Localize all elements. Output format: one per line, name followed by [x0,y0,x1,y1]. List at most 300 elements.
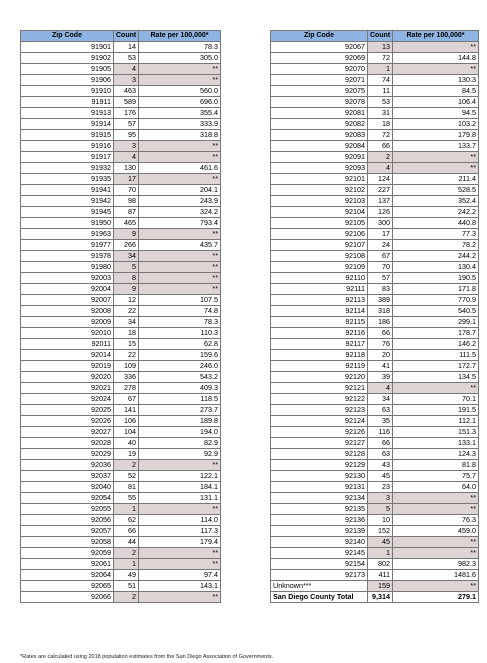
table-row [271,559,479,570]
count-cell: 72 [368,130,393,141]
table-row [21,526,221,537]
rate-cell: 189.8 [139,416,221,427]
count-cell: 41 [368,361,393,372]
zip-code-cell: 92139 [271,526,368,537]
zip-code-cell: 91911 [21,97,114,108]
count-cell: 17 [114,174,139,185]
table-row [21,482,221,493]
rate-cell: 146.2 [393,339,479,350]
table-row [271,537,479,548]
count-cell: 18 [368,119,393,130]
zip-code-cell: 91906 [21,75,114,86]
zip-code-cell: 92128 [271,449,368,460]
zip-code-cell: 91942 [21,196,114,207]
rate-cell: 117.3 [139,526,221,537]
rate-cell: ** [393,581,479,592]
count-cell: 66 [368,141,393,152]
zip-code-cell: 92131 [271,482,368,493]
table-row [271,196,479,207]
zip-code-cell: 92065 [21,581,114,592]
count-cell: 4 [114,152,139,163]
rate-cell: 112.1 [393,416,479,427]
zip-code-cell: 92003 [21,273,114,284]
table-row [271,394,479,405]
rate-cell: 982.3 [393,559,479,570]
zip-code-cell: 91915 [21,130,114,141]
zip-code-cell: 92102 [271,185,368,196]
count-cell: 63 [368,449,393,460]
rate-cell: 178.7 [393,328,479,339]
rate-cell: 528.5 [393,185,479,196]
count-cell: 74 [368,75,393,86]
count-cell: 70 [368,262,393,273]
rate-cell: 190.5 [393,273,479,284]
table-row [21,229,221,240]
count-cell: 463 [114,86,139,97]
zip-code-cell: 91901 [21,42,114,53]
count-cell: 11 [368,86,393,97]
zip-code-cell: 92078 [271,97,368,108]
table-row [271,570,479,581]
total-row [271,592,479,603]
rate-cell: 133.1 [393,438,479,449]
table-row [21,42,221,53]
rate-cell: ** [393,537,479,548]
zip-code-cell: 92127 [271,438,368,449]
zip-code-cell: 92103 [271,196,368,207]
count-cell: 14 [114,42,139,53]
count-cell: 130 [114,163,139,174]
count-cell: 20 [368,350,393,361]
rate-cell: ** [393,383,479,394]
rate-cell: 324.2 [139,207,221,218]
table-row [271,548,479,559]
count-cell: 2 [114,592,139,603]
rate-cell: 107.5 [139,295,221,306]
rate-cell: ** [393,493,479,504]
count-cell: 186 [368,317,393,328]
rate-cell: ** [139,559,221,570]
count-cell: 31 [368,108,393,119]
zip-code-cell: 92083 [271,130,368,141]
count-cell: 57 [114,119,139,130]
zip-code-cell: 91913 [21,108,114,119]
rate-cell: ** [139,460,221,471]
rate-cell: 305.0 [139,53,221,64]
count-cell: 589 [114,97,139,108]
rate-cell: ** [139,251,221,262]
table-row [271,97,479,108]
zip-code-cell: 92134 [271,493,368,504]
zip-code-cell: 92105 [271,218,368,229]
zip-code-cell: 92104 [271,207,368,218]
count-cell: 35 [368,416,393,427]
table-row [271,383,479,394]
count-cell: 87 [114,207,139,218]
count-cell: 40 [114,438,139,449]
table-row [21,317,221,328]
zip-code-cell: 92061 [21,559,114,570]
count-cell: 52 [114,471,139,482]
zip-code-cell: 91977 [21,240,114,251]
zip-code-cell: 91902 [21,53,114,64]
table-row [271,416,479,427]
zip-code-cell: 92119 [271,361,368,372]
rate-cell: 246.0 [139,361,221,372]
table-row [21,185,221,196]
count-cell: 159 [368,581,393,592]
table-row [21,174,221,185]
rate-cell: 243.9 [139,196,221,207]
zip-code-cell: 92019 [21,361,114,372]
zip-code-cell: 92116 [271,328,368,339]
zip-code-cell: 92121 [271,383,368,394]
count-cell: 63 [368,405,393,416]
zip-code-cell: 91978 [21,251,114,262]
rate-cell: 97.4 [139,570,221,581]
zip-code-cell: 92067 [271,42,368,53]
zip-code-cell: 92025 [21,405,114,416]
count-cell: 18 [114,328,139,339]
rate-cell: 64.0 [393,482,479,493]
count-cell: 106 [114,416,139,427]
zip-code-cell: 92135 [271,504,368,515]
zip-code-cell: 92026 [21,416,114,427]
rate-cell: 179.4 [139,537,221,548]
rate-cell: 171.8 [393,284,479,295]
rate-cell: 179.8 [393,130,479,141]
zip-code-cell: 92069 [271,53,368,64]
count-cell: 57 [368,273,393,284]
count-cell: 51 [114,581,139,592]
table-row [21,416,221,427]
zip-code-cell: 91980 [21,262,114,273]
zip-code-cell: 92173 [271,570,368,581]
table-row [21,460,221,471]
rate-cell: ** [139,284,221,295]
header-count: Count [114,31,139,42]
zip-code-cell: 91905 [21,64,114,75]
count-cell: 126 [368,207,393,218]
table-row [21,141,221,152]
count-cell: 3 [368,493,393,504]
table-row [21,383,221,394]
zip-code-cell: 92075 [271,86,368,97]
count-cell: 1 [114,559,139,570]
table-row [271,295,479,306]
zip-code-cell: 92070 [271,64,368,75]
rate-cell: 184.1 [139,482,221,493]
table-row [21,86,221,97]
table-row [21,372,221,383]
zip-code-cell: 91963 [21,229,114,240]
zip-code-cell: 92124 [271,416,368,427]
rate-cell: 318.8 [139,130,221,141]
zip-code-cell: 92091 [271,152,368,163]
count-cell: 5 [368,504,393,515]
zip-code-cell: 92020 [21,372,114,383]
count-cell: 44 [114,537,139,548]
table-row [271,240,479,251]
zip-code-cell: 92059 [21,548,114,559]
table-row [271,317,479,328]
zip-code-cell: 92140 [271,537,368,548]
rate-cell: ** [139,174,221,185]
zip-code-cell: 91945 [21,207,114,218]
rate-cell: ** [139,273,221,284]
count-cell: 19 [114,449,139,460]
zip-code-cell: 92056 [21,515,114,526]
zip-code-cell: 92066 [21,592,114,603]
rate-cell: 244.2 [393,251,479,262]
zip-code-cell: 92113 [271,295,368,306]
zip-code-cell: 92010 [21,328,114,339]
rate-cell: 78.3 [139,42,221,53]
table-row [271,306,479,317]
rate-cell: 435.7 [139,240,221,251]
count-cell: 300 [368,218,393,229]
rate-cell: 352.4 [393,196,479,207]
count-cell: 12 [114,295,139,306]
header-row [21,31,221,42]
count-cell: 22 [114,306,139,317]
rate-cell: ** [139,262,221,273]
count-cell: 95 [114,130,139,141]
table-row [21,53,221,64]
count-cell: 104 [114,427,139,438]
count-cell: 62 [114,515,139,526]
count-cell: 10 [368,515,393,526]
rate-cell: 159.6 [139,350,221,361]
rate-cell: 62.8 [139,339,221,350]
table-row [21,108,221,119]
rate-cell: 122.1 [139,471,221,482]
count-cell: 22 [114,350,139,361]
table-row [21,394,221,405]
rate-cell: 172.7 [393,361,479,372]
rate-cell: ** [139,504,221,515]
zip-code-cell: 92129 [271,460,368,471]
table-row [271,460,479,471]
count-cell: 9,314 [368,592,393,603]
table-row [271,471,479,482]
table-row [271,482,479,493]
zip-code-cell: 92101 [271,174,368,185]
zip-code-cell: 92028 [21,438,114,449]
rate-cell: 70.1 [393,394,479,405]
count-cell: 2 [114,548,139,559]
header-rate: Rate per 100,000* [139,31,221,42]
count-cell: 5 [114,262,139,273]
count-cell: 3 [114,141,139,152]
zip-code-cell: 92021 [21,383,114,394]
count-cell: 152 [368,526,393,537]
table-row [21,64,221,75]
table-row [21,196,221,207]
rate-cell: 151.3 [393,427,479,438]
count-cell: 53 [114,53,139,64]
rate-cell: 74.8 [139,306,221,317]
zip-code-cell: 92120 [271,372,368,383]
table-row [21,273,221,284]
table-row [271,75,479,86]
count-cell: 4 [368,163,393,174]
count-cell: 81 [114,482,139,493]
zip-code-cell: 91941 [21,185,114,196]
footnote: *Rates are calculated using 2018 population estimates from the San Diego Association of Governments. [20,654,274,660]
zip-code-cell: 91917 [21,152,114,163]
table-row [21,339,221,350]
rate-cell: 82.9 [139,438,221,449]
count-cell: 55 [114,493,139,504]
table-row [21,427,221,438]
table-row [21,97,221,108]
count-cell: 411 [368,570,393,581]
zip-code-cell: 92154 [271,559,368,570]
rate-cell: 111.5 [393,350,479,361]
rate-cell: 118.5 [139,394,221,405]
zip-code-cell: Unknown*** [271,581,368,592]
table-row [271,405,479,416]
rate-cell: ** [393,163,479,174]
table-row [21,592,221,603]
table-row [271,350,479,361]
rate-cell: ** [393,64,479,75]
zip-code-cell: 91910 [21,86,114,97]
table-row [21,449,221,460]
rate-cell: 131.1 [139,493,221,504]
rate-cell: 355.4 [139,108,221,119]
table-row [21,504,221,515]
count-cell: 70 [114,185,139,196]
table-row [21,163,221,174]
rate-cell: 134.5 [393,372,479,383]
table-row [271,207,479,218]
zip-code-cell: 92111 [271,284,368,295]
table-row [271,284,479,295]
table-row [271,141,479,152]
zip-code-cell: 91914 [21,119,114,130]
zip-code-cell: 92082 [271,119,368,130]
rate-cell: 770.9 [393,295,479,306]
count-cell: 39 [368,372,393,383]
table-row [271,174,479,185]
rate-cell: ** [139,141,221,152]
table-row [21,548,221,559]
count-cell: 389 [368,295,393,306]
rate-cell: 459.0 [393,526,479,537]
left-zip-table [20,30,221,603]
zip-code-cell: 92058 [21,537,114,548]
count-cell: 318 [368,306,393,317]
zip-code-cell: 92108 [271,251,368,262]
count-cell: 9 [114,284,139,295]
count-cell: 15 [114,339,139,350]
zip-code-cell: 92011 [21,339,114,350]
rate-cell: 76.3 [393,515,479,526]
count-cell: 3 [114,75,139,86]
count-cell: 109 [114,361,139,372]
count-cell: 83 [368,284,393,295]
rate-cell: 409.3 [139,383,221,394]
table-row [21,75,221,86]
table-row [21,207,221,218]
table-row [21,152,221,163]
zip-code-cell: 92014 [21,350,114,361]
rate-cell: 133.7 [393,141,479,152]
rate-cell: 78.3 [139,317,221,328]
rate-cell: 75.7 [393,471,479,482]
zip-code-cell: 91916 [21,141,114,152]
count-cell: 278 [114,383,139,394]
count-cell: 141 [114,405,139,416]
header-rate: Rate per 100,000* [393,31,479,42]
table-row [271,427,479,438]
count-cell: 266 [114,240,139,251]
zip-code-cell: 92107 [271,240,368,251]
zip-code-cell: 92008 [21,306,114,317]
rate-cell: ** [393,548,479,559]
zip-code-cell: 92040 [21,482,114,493]
table-row [21,240,221,251]
rate-cell: ** [393,42,479,53]
table-row [271,526,479,537]
count-cell: 8 [114,273,139,284]
rate-cell: 191.5 [393,405,479,416]
count-cell: 66 [114,526,139,537]
count-cell: 45 [368,537,393,548]
rate-cell: 84.5 [393,86,479,97]
count-cell: 72 [368,53,393,64]
table-row [21,361,221,372]
count-cell: 4 [368,383,393,394]
zip-code-cell: 92036 [21,460,114,471]
count-cell: 2 [368,152,393,163]
rate-cell: 143.1 [139,581,221,592]
count-cell: 124 [368,174,393,185]
zip-code-cell: 92055 [21,504,114,515]
zip-code-cell: San Diego County Total [271,592,368,603]
rate-cell: 560.0 [139,86,221,97]
zip-code-cell: 92118 [271,350,368,361]
table-row [271,119,479,130]
table-row [21,515,221,526]
table-row [21,262,221,273]
count-cell: 9 [114,229,139,240]
rate-cell: 461.6 [139,163,221,174]
rate-cell: 440.8 [393,218,479,229]
table-row [21,295,221,306]
rate-cell: ** [139,64,221,75]
table-row [271,262,479,273]
table-row [271,251,479,262]
zip-code-cell: 92122 [271,394,368,405]
rate-cell: 94.5 [393,108,479,119]
table-row [271,493,479,504]
count-cell: 66 [368,328,393,339]
zip-code-cell: 92093 [271,163,368,174]
count-cell: 67 [368,251,393,262]
zip-code-cell: 92117 [271,339,368,350]
zip-code-cell: 92145 [271,548,368,559]
count-cell: 34 [114,317,139,328]
zip-code-cell: 92024 [21,394,114,405]
rate-cell: 78.2 [393,240,479,251]
rate-cell: 540.5 [393,306,479,317]
table-row [271,163,479,174]
rate-cell: 1481.6 [393,570,479,581]
count-cell: 1 [368,548,393,559]
